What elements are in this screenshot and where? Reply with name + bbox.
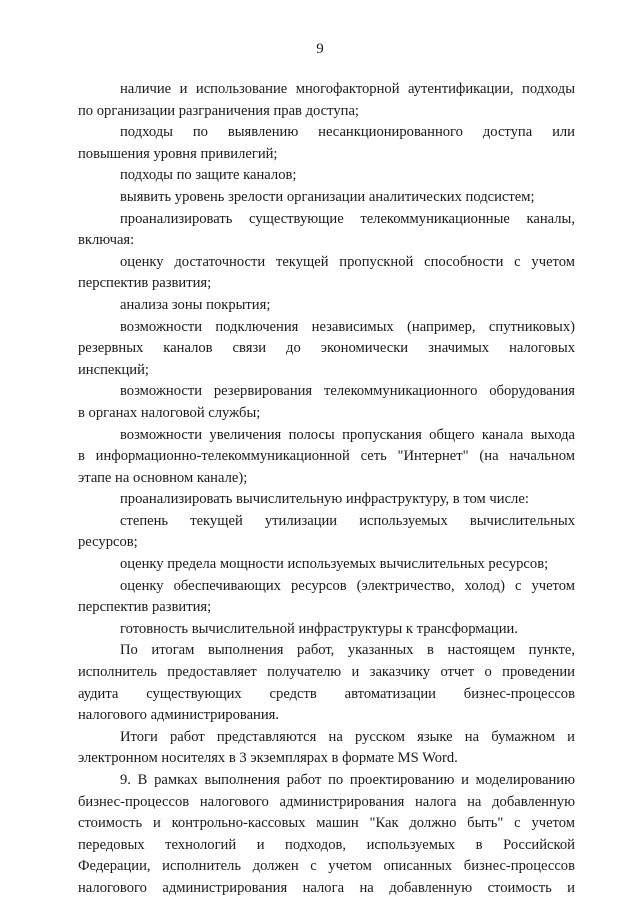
text-line: готовность вычислительной инфраструктуры к трансформации. — [120, 620, 518, 637]
text-line: Федерации, исполнитель должен с учетом описанных бизнес-процессов — [78, 858, 575, 875]
text-line: оценку предела мощности используемых вычислительных ресурсов; — [120, 556, 549, 573]
document-body — [78, 79, 575, 900]
text-line: инспекций; — [78, 361, 149, 378]
text-line: исполнитель предоставляет получателю и заказчику отчет о проведении — [78, 664, 575, 681]
text-line: налогового администрирования налога на добавленную стоимость и — [78, 879, 575, 896]
text-line: возможности резервирования телекоммуникационного оборудования — [120, 383, 575, 400]
text-line: анализа зоны покрытия; — [120, 296, 271, 313]
text-line: повышения уровня привилегий; — [78, 145, 278, 162]
text-line: по организации разграничения прав доступа; — [78, 102, 359, 119]
text-line: наличие и использование многофакторной аутентификации, подходы — [120, 81, 575, 97]
text-line: 9. В рамках выполнения работ по проектированию и моделированию — [120, 772, 575, 788]
text-line: этапе на основном канале); — [78, 469, 248, 486]
text-line: выявить уровень зрелости организации аналитических подсистем; — [120, 188, 535, 205]
text-line: стоимость и контрольно-кассовых машин "Как должно быть" с учетом — [78, 815, 575, 832]
text-line: возможности подключения независимых (например, спутниковых) — [120, 318, 575, 335]
text-line: оценку достаточности текущей пропускной способности с учетом — [120, 253, 575, 270]
text-line: передовых технологий и подходов, используемых в Российской — [78, 836, 575, 853]
text-line: резервных каналов связи до экономически значимых налоговых — [78, 340, 575, 357]
text-line: налогового администрирования. — [78, 707, 280, 724]
text-line: включая: — [78, 232, 135, 249]
text-line: оценку обеспечивающих ресурсов (электричество, холод) с учетом — [120, 577, 575, 594]
text-line: в органах налоговой службы; — [78, 404, 261, 421]
text-line: проанализировать вычислительную инфраструктуру, в том числе: — [120, 491, 529, 508]
text-line: степень текущей утилизации используемых вычислительных — [120, 512, 575, 529]
text-line: электронном носителях в 3 экземплярах в формате MS Word. — [78, 750, 458, 767]
text-line: возможности увеличения полосы пропускания общего канала выхода — [120, 426, 575, 443]
text-line: Итоги работ представляются на русском языке на бумажном и — [120, 728, 575, 745]
text-line: ресурсов; — [78, 534, 138, 551]
text-line: перспектив развития; — [78, 599, 212, 616]
page-number: 9 — [316, 41, 324, 57]
text-line: подходы по выявлению несанкционированного доступа или — [120, 124, 575, 141]
text-line: перспектив развития; — [78, 275, 212, 292]
text-line: подходы по защите каналов; — [120, 167, 297, 184]
text-line: проанализировать существующие телекоммуникационные каналы, — [120, 210, 575, 227]
text-line: аудита существующих средств автоматизации бизнес-процессов — [78, 685, 575, 702]
text-line: По итогам выполнения работ, указанных в настоящем пункте, — [120, 642, 575, 659]
text-line: бизнес-процессов налогового администрирования налога на добавленную — [78, 793, 575, 810]
text-line: в информационно-телекоммуникационной сеть "Интернет" (на начальном — [78, 448, 575, 465]
